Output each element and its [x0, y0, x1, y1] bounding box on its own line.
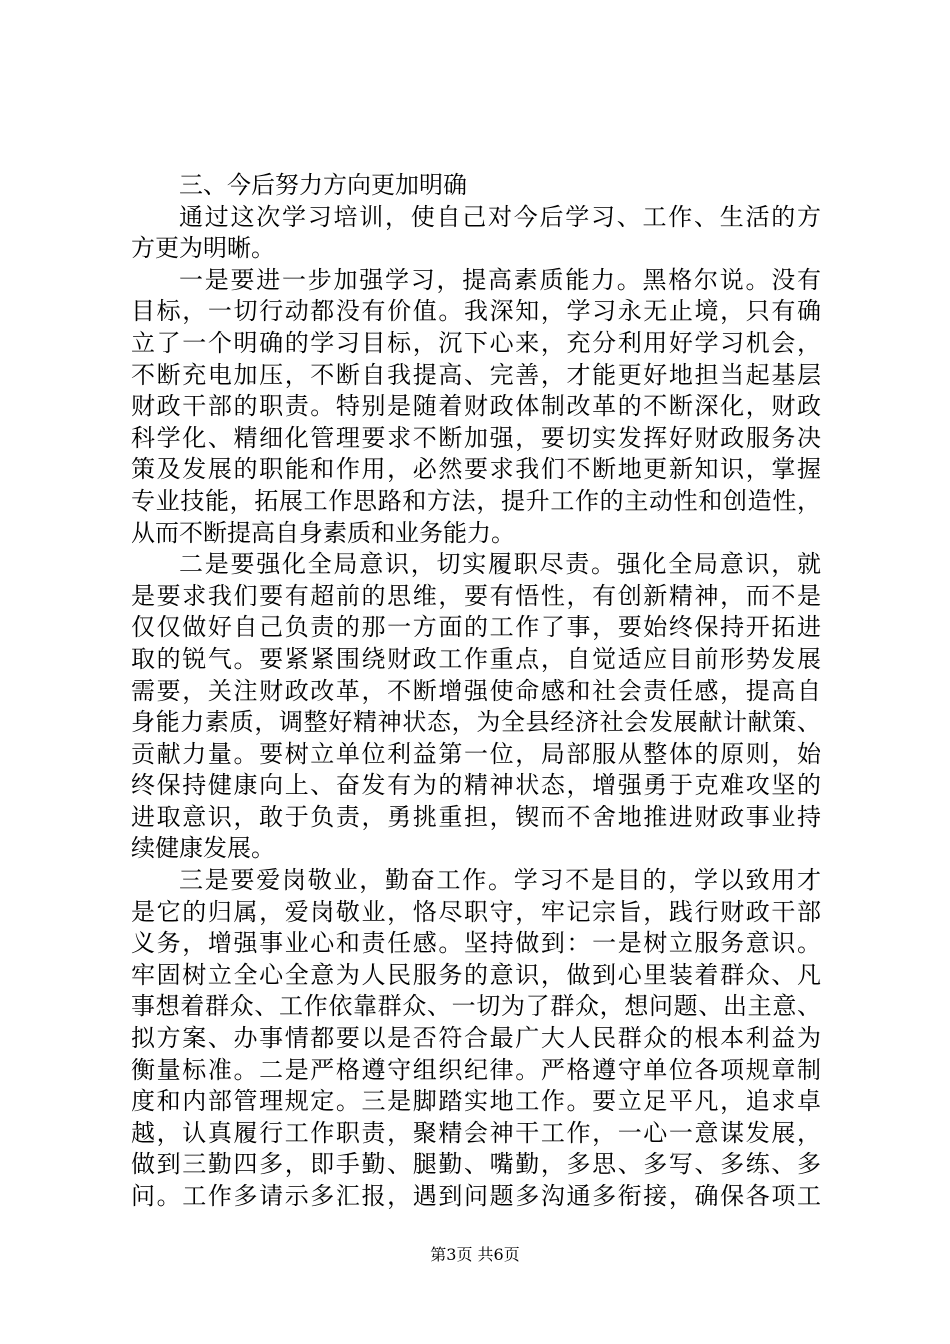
- text-line: 身能力素质，调整好精神状态，为全县经济社会发展献计献策、: [131, 708, 821, 737]
- text-line: 从而不断提高自身素质和业务能力。: [131, 518, 515, 547]
- text-line: 事想着群众、工作依靠群众、一切为了群众，想问题、出主意、: [131, 992, 821, 1021]
- text-line: 通过这次学习培训，使自己对今后学习、工作、生活的方: [179, 202, 821, 231]
- text-line: 是要求我们要有超前的思维，要有悟性，有创新精神，而不是: [131, 581, 821, 610]
- text-line: 财政干部的职责。特别是随着财政体制改革的不断深化，财政: [131, 392, 821, 421]
- text-line: 贡献力量。要树立单位利益第一位，局部服从整体的原则，始: [131, 739, 821, 768]
- document-body: [131, 170, 821, 1213]
- text-line: 方更为明晰。: [131, 234, 275, 263]
- text-line: 终保持健康向上、奋发有为的精神状态，增强勇于克难攻坚的: [131, 771, 821, 800]
- text-line: 科学化、精细化管理要求不断加强，要切实发挥好财政服务决: [131, 423, 821, 452]
- text-line: 仅仅做好自己负责的那一方面的工作了事，要始终保持开拓进: [131, 613, 821, 642]
- text-line: 衡量标准。二是严格遵守组织纪律。严格遵守单位各项规章制: [131, 1055, 821, 1084]
- text-line: 进取意识，敢于负责，勇挑重担，锲而不舍地推进财政事业持: [131, 802, 821, 831]
- text-line: 义务，增强事业心和责任感。坚持做到：一是树立服务意识。: [131, 929, 821, 958]
- text-line: 不断充电加压，不断自我提高、完善，才能更好地担当起基层: [131, 360, 821, 389]
- text-line: 续健康发展。: [131, 834, 275, 863]
- text-line: 目标，一切行动都没有价值。我深知，学习永无止境，只有确: [131, 297, 821, 326]
- text-line: 需要，关注财政改革，不断增强使命感和社会责任感，提高自: [131, 676, 821, 705]
- text-line: 三是要爱岗敬业，勤奋工作。学习不是目的，学以致用才: [179, 866, 821, 895]
- text-line: 越，认真履行工作职责，聚精会神干工作，一心一意谋发展，: [131, 1118, 821, 1147]
- text-line: 问。工作多请示多汇报，遇到问题多沟通多衔接，确保各项工: [131, 1182, 821, 1210]
- text-line: 取的锐气。要紧紧围绕财政工作重点，自觉适应目前形势发展: [131, 644, 821, 673]
- text-line: 二是要强化全局意识，切实履职尽责。强化全局意识，就: [179, 550, 821, 579]
- text-line: 度和内部管理规定。三是脚踏实地工作。要立足平凡，追求卓: [131, 1087, 821, 1116]
- text-line: 一是要进一步加强学习，提高素质能力。黑格尔说。没有: [179, 265, 821, 294]
- text-line: 拟方案、办事情都要以是否符合最广大人民群众的根本利益为: [131, 1024, 821, 1053]
- text-line: 三、今后努力方向更加明确: [179, 171, 467, 199]
- text-line: 专业技能，拓展工作思路和方法，提升工作的主动性和创造性，: [131, 486, 821, 515]
- text-line: 牢固树立全心全意为人民服务的意识，做到心里装着群众、凡: [131, 960, 821, 989]
- text-line: 做到三勤四多，即手勤、腿勤、嘴勤，多思、多写、多练、多: [131, 1150, 821, 1179]
- text-line: 立了一个明确的学习目标，沉下心来，充分利用好学习机会，: [131, 328, 821, 357]
- text-line: 是它的归属，爱岗敬业，恪尽职守，牢记宗旨，践行财政干部: [131, 897, 821, 926]
- text-line: 策及发展的职能和作用，必然要求我们不断地更新知识，掌握: [131, 455, 821, 484]
- page-number-footer: 第3页 共6页: [430, 1245, 520, 1264]
